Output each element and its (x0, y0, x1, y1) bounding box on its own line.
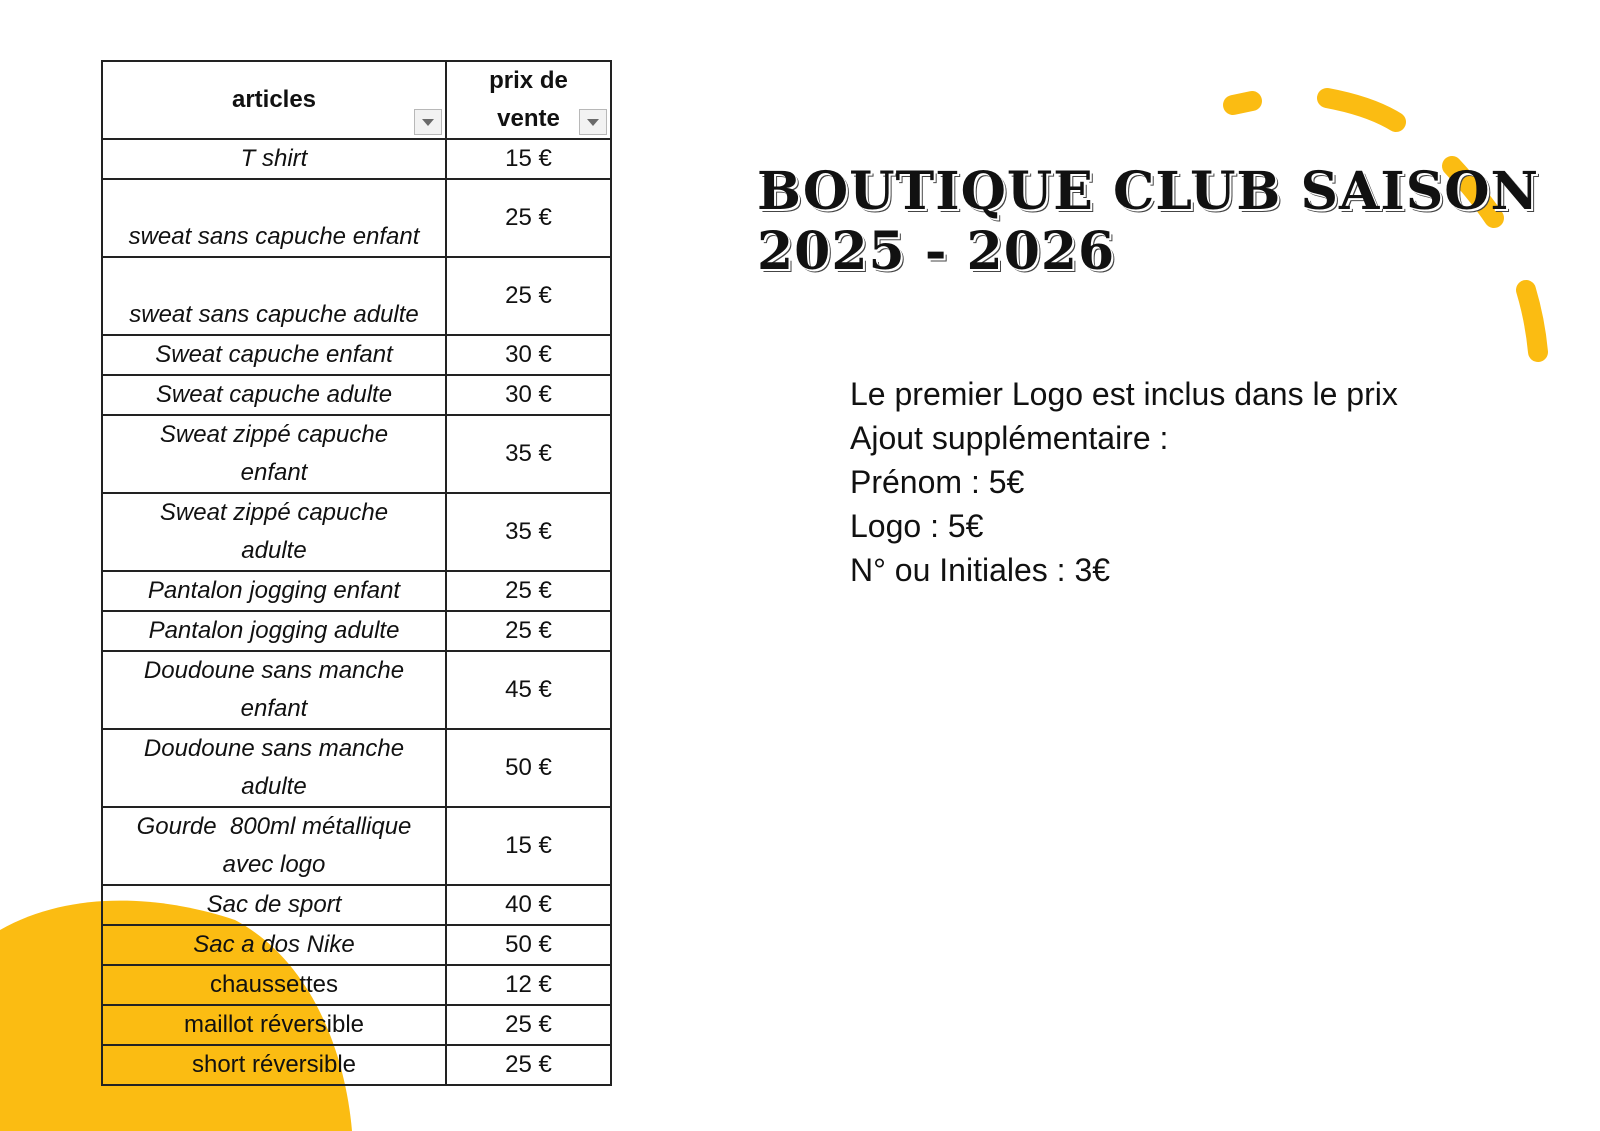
info-line: Prénom : 5€ (850, 464, 1025, 500)
info-line: Logo : 5€ (850, 508, 984, 544)
articles-filter-dropdown[interactable] (414, 109, 442, 135)
article-cell (102, 729, 446, 807)
article-line: adulte (241, 773, 307, 800)
article-cell: Sweat capuche enfant (102, 335, 446, 375)
arc-dash (1327, 98, 1396, 122)
price-cell: 35 € (446, 415, 611, 493)
price-cell: 35 € (446, 493, 611, 571)
table-row (102, 965, 611, 1005)
table-row (102, 571, 611, 611)
price-cell: 15 € (446, 807, 611, 885)
article-cell: sweat sans capuche adulte (102, 257, 446, 335)
table-row (102, 925, 611, 965)
price-table (101, 60, 612, 1086)
table-row (102, 885, 611, 925)
price-header (446, 61, 611, 139)
price-cell: 45 € (446, 651, 611, 729)
price-header-line2: vente (497, 105, 560, 132)
table-row (102, 651, 611, 729)
article-line: Doudoune sans manche (143, 735, 405, 762)
table-row (102, 139, 611, 179)
article-line: Doudoune sans manche (143, 657, 405, 684)
table-row (102, 415, 611, 493)
article-line: avec logo (222, 851, 326, 878)
table-row (102, 335, 611, 375)
price-cell: 50 € (446, 925, 611, 965)
table-row (102, 179, 611, 257)
price-header-line1: prix de (489, 67, 568, 94)
article-cell (102, 415, 446, 493)
article-cell: Sac de sport (102, 885, 446, 925)
info-line: Ajout supplémentaire : (850, 420, 1169, 456)
article-line: adulte (241, 537, 307, 564)
article-cell: sweat sans capuche enfant (102, 179, 446, 257)
table-row (102, 375, 611, 415)
dropdown-arrow-icon (422, 119, 434, 126)
table-row (102, 729, 611, 807)
arc-dash (1526, 290, 1538, 352)
price-cell: 25 € (446, 611, 611, 651)
article-cell: maillot réversible (102, 1005, 446, 1045)
arc-dash (1233, 101, 1252, 105)
price-cell: 25 € (446, 257, 611, 335)
article-cell (102, 807, 446, 885)
article-cell: Sweat capuche adulte (102, 375, 446, 415)
article-cell: short réversible (102, 1045, 446, 1085)
price-cell: 15 € (446, 139, 611, 179)
dropdown-arrow-icon (587, 119, 599, 126)
price-cell: 25 € (446, 1005, 611, 1045)
table-row (102, 611, 611, 651)
pricing-info (850, 372, 1398, 592)
price-cell: 25 € (446, 1045, 611, 1085)
price-cell: 40 € (446, 885, 611, 925)
price-cell: 30 € (446, 375, 611, 415)
table-row (102, 1005, 611, 1045)
article-cell: Pantalon jogging adulte (102, 611, 446, 651)
title-line1: BOUTIQUE CLUB SAISON (757, 161, 1540, 222)
articles-header-label: articles (231, 86, 317, 113)
price-cell: 50 € (446, 729, 611, 807)
article-line: Gourde 800ml métallique (136, 813, 412, 840)
page-title (757, 162, 1539, 282)
info-line: Le premier Logo est inclus dans le prix (850, 376, 1398, 412)
article-cell (102, 493, 446, 571)
article-cell: Sac a dos Nike (102, 925, 446, 965)
table-row (102, 1045, 611, 1085)
table-row (102, 257, 611, 335)
price-cell: 25 € (446, 571, 611, 611)
price-cell: 30 € (446, 335, 611, 375)
article-line: enfant (240, 459, 308, 486)
price-cell: 12 € (446, 965, 611, 1005)
title-line2: 2025 - 2026 (757, 221, 1116, 282)
price-cell: 25 € (446, 179, 611, 257)
article-cell: T shirt (102, 139, 446, 179)
article-cell: chaussettes (102, 965, 446, 1005)
article-line: enfant (240, 695, 308, 722)
article-line: Sweat zippé capuche (159, 421, 389, 448)
table-row (102, 493, 611, 571)
article-cell: Pantalon jogging enfant (102, 571, 446, 611)
articles-header (102, 61, 446, 139)
table-row (102, 807, 611, 885)
article-cell (102, 651, 446, 729)
price-filter-dropdown[interactable] (579, 109, 607, 135)
info-line: N° ou Initiales : 3€ (850, 552, 1111, 588)
article-line: Sweat zippé capuche (159, 499, 389, 526)
